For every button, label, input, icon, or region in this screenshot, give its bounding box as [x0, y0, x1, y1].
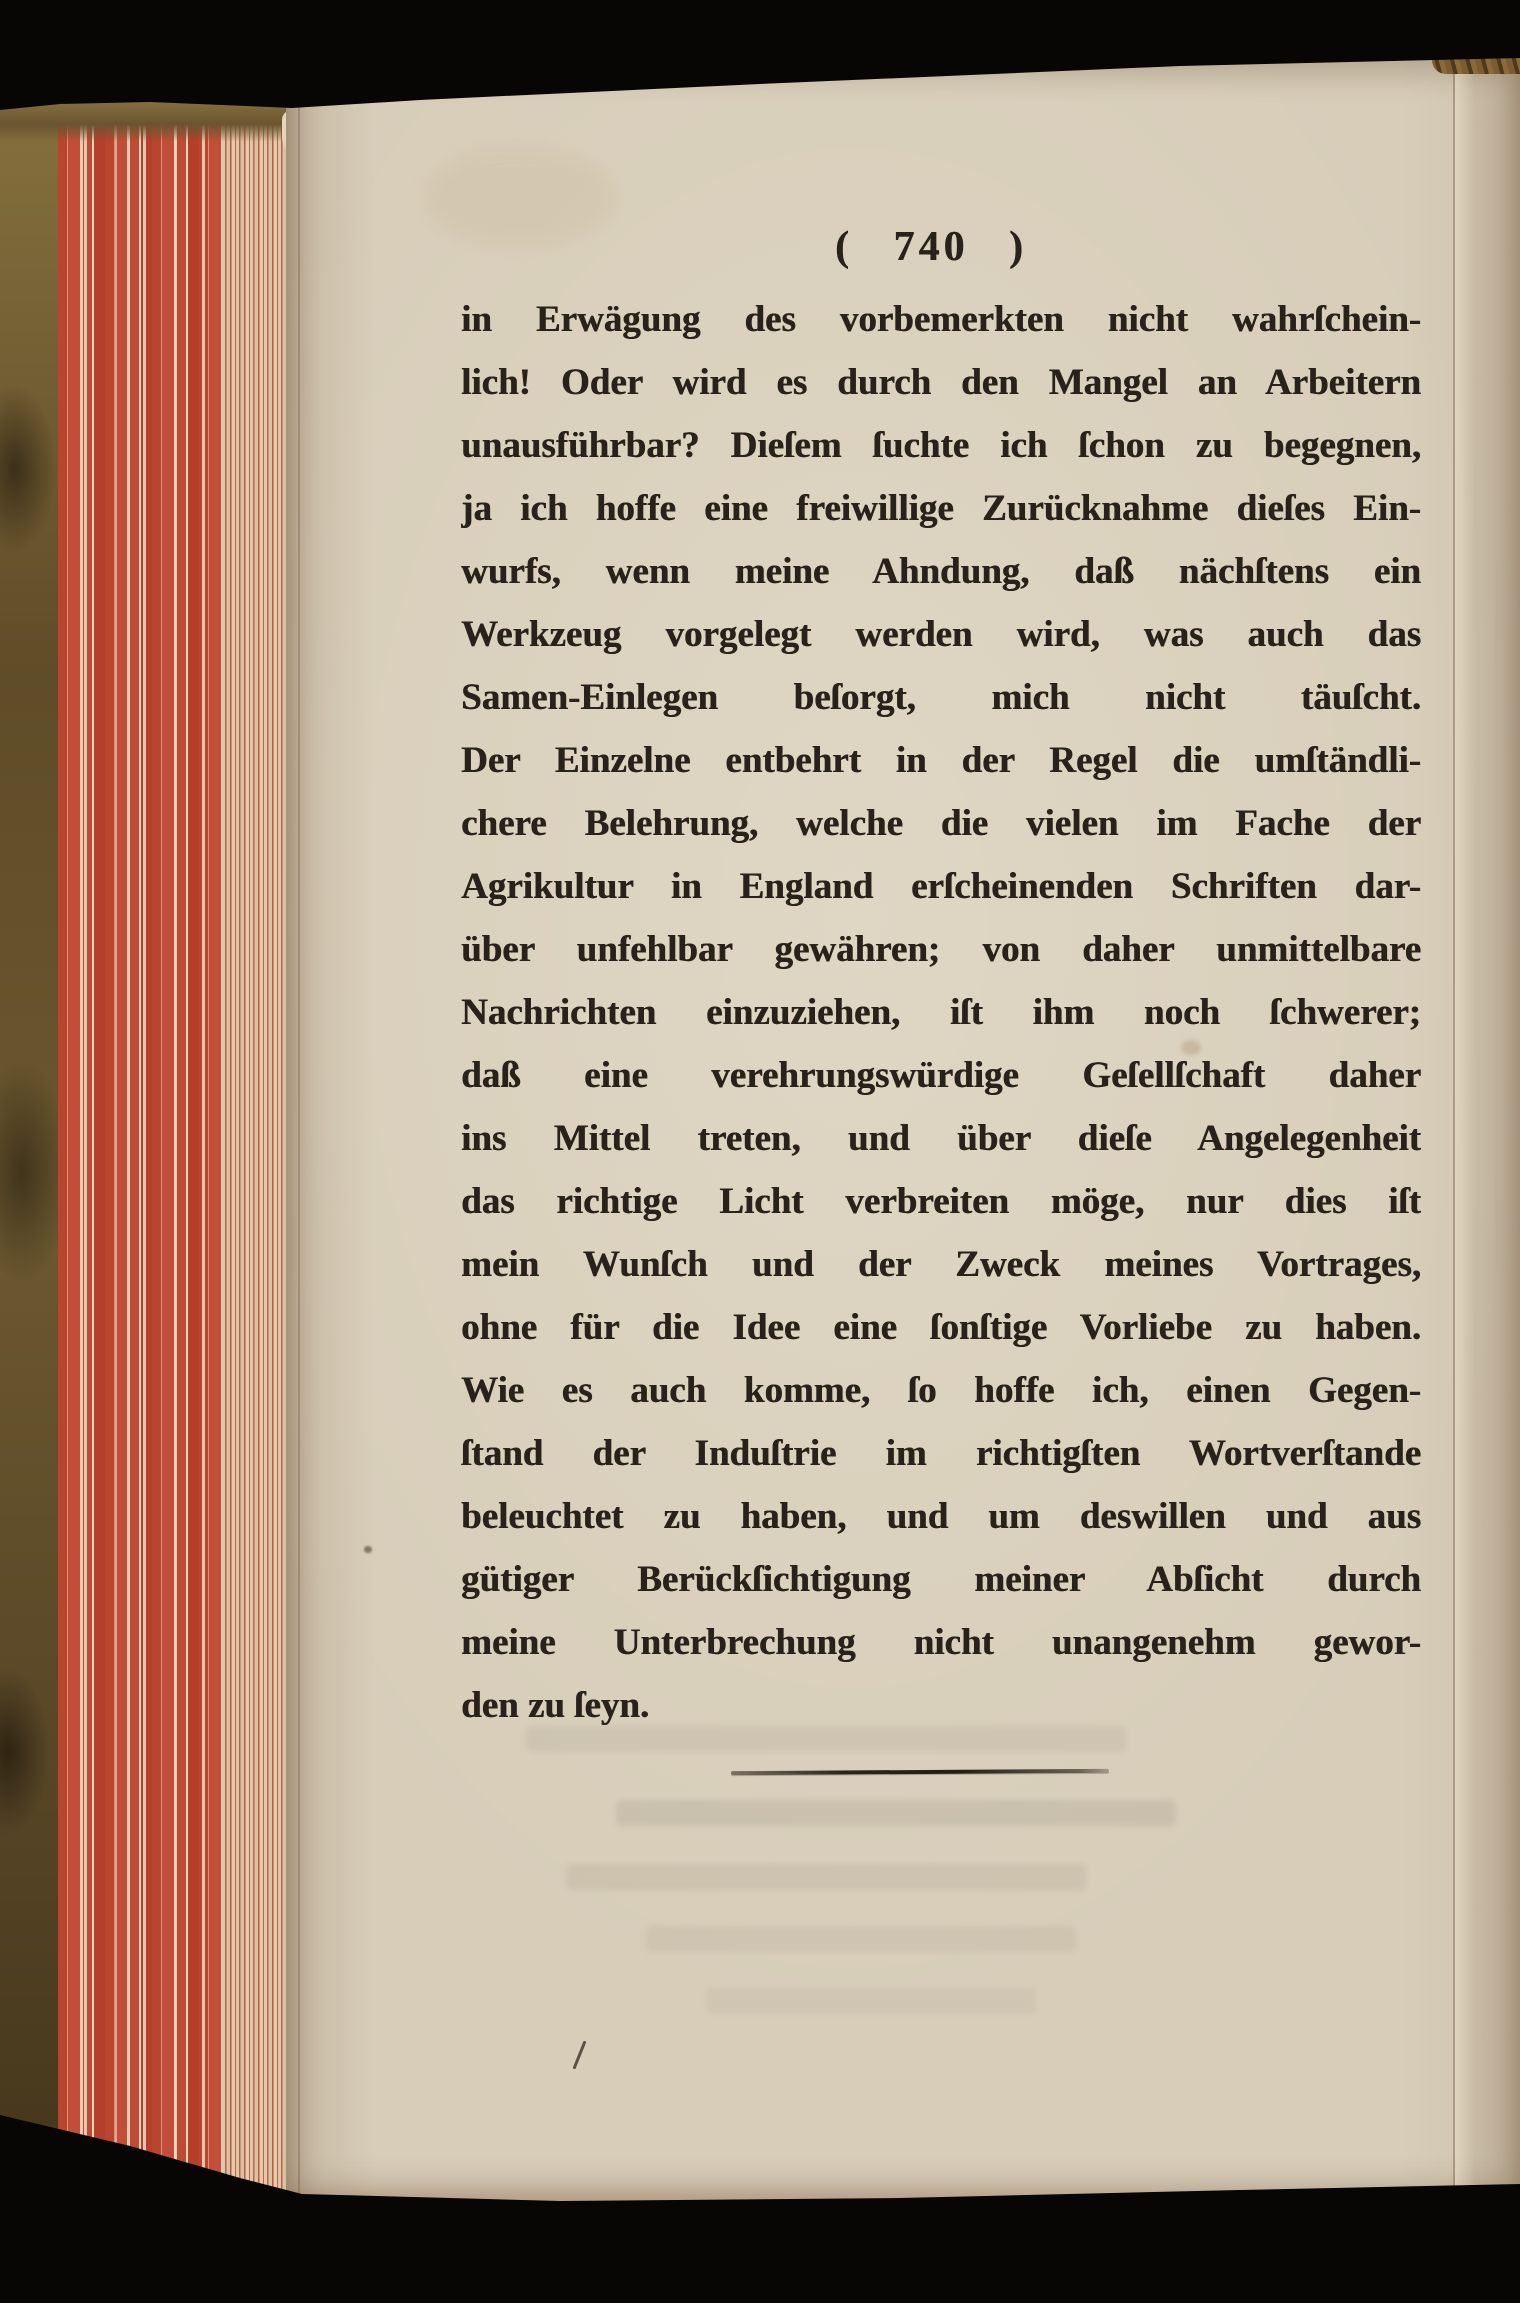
text-line: Der Einzelne entbehrt in der Regel die umſtändli-	[461, 740, 1421, 781]
fore-edge-red-stripes	[58, 102, 225, 2206]
show-through-smudge	[646, 1926, 1076, 1952]
text-line: Agrikultur in England erſcheinenden Schriften dar-	[461, 866, 1421, 907]
show-through-smudge	[706, 1988, 1036, 2014]
page-number: ( 740 )	[835, 224, 1027, 270]
text-line: ſtand der Induſtrie im richtigſten Wortverſtande	[461, 1433, 1421, 1474]
text-line: daß eine verehrungswürdige Geſellſchaft daher	[461, 1055, 1421, 1096]
text-line: wurfs, wenn meine Ahndung, daß nächſtens ein	[461, 551, 1421, 592]
text-line: ins Mittel treten, und über dieſe Angelegenheit	[461, 1118, 1421, 1159]
gutter-shading	[1455, 58, 1520, 2208]
section-divider-rule	[731, 1769, 1109, 1775]
show-through-smudge	[616, 1800, 1176, 1826]
text-line: mein Wunſch und der Zweck meines Vortrages,	[461, 1244, 1421, 1285]
text-line: Wie es auch komme, ſo hoffe ich, einen Gegen-	[461, 1370, 1421, 1411]
text-line: gütiger Berückſichtigung meiner Abſicht durch	[461, 1559, 1421, 1600]
text-line: beleuchtet zu haben, und um deswillen und aus	[461, 1496, 1421, 1537]
text-line: Werkzeug vorgelegt werden wird, was auch das	[461, 614, 1421, 655]
text-line: lich! Oder wird es durch den Mangel an Arbeitern	[461, 362, 1421, 403]
text-line: Samen-Einlegen beſorgt, mich nicht täuſcht.	[461, 677, 1421, 718]
text-line: meine Unterbrechung nicht unangenehm gewor-	[461, 1622, 1421, 1663]
body-text	[461, 288, 1421, 1737]
ink-slash-mark	[572, 2041, 586, 2070]
text-line: unausführbar? Dieſem ſuchte ich ſchon zu begegnen,	[461, 425, 1421, 466]
book-page	[286, 58, 1520, 2208]
show-through-smudge	[566, 1864, 1086, 1890]
page-left-crease	[298, 58, 300, 2208]
text-line: den zu ſeyn.	[461, 1685, 650, 1726]
gutter-crease	[1453, 64, 1455, 2204]
text-line: über unfehlbar gewähren; von daher unmittelbare	[461, 929, 1421, 970]
text-line: in Erwägung des vorbemerkten nicht wahrſchein-	[461, 299, 1421, 340]
text-line: Nachrichten einzuziehen, iſt ihm noch ſchwerer;	[461, 992, 1421, 1033]
text-line: chere Belehrung, welche die vielen im Fache der	[461, 803, 1421, 844]
fore-edge-fine-page-lines	[222, 102, 296, 2206]
paper-speck	[364, 1546, 372, 1553]
fore-edge-pages	[58, 102, 296, 2206]
text-line: ohne für die Idee eine ſonſtige Vorliebe zu haben.	[461, 1307, 1421, 1348]
text-line: das richtige Licht verbreiten möge, nur dies iſt	[461, 1181, 1421, 1222]
show-through-smudge	[526, 1726, 1126, 1752]
text-line: ja ich hoffe eine freiwillige Zurücknahme dieſes Ein-	[461, 488, 1421, 529]
